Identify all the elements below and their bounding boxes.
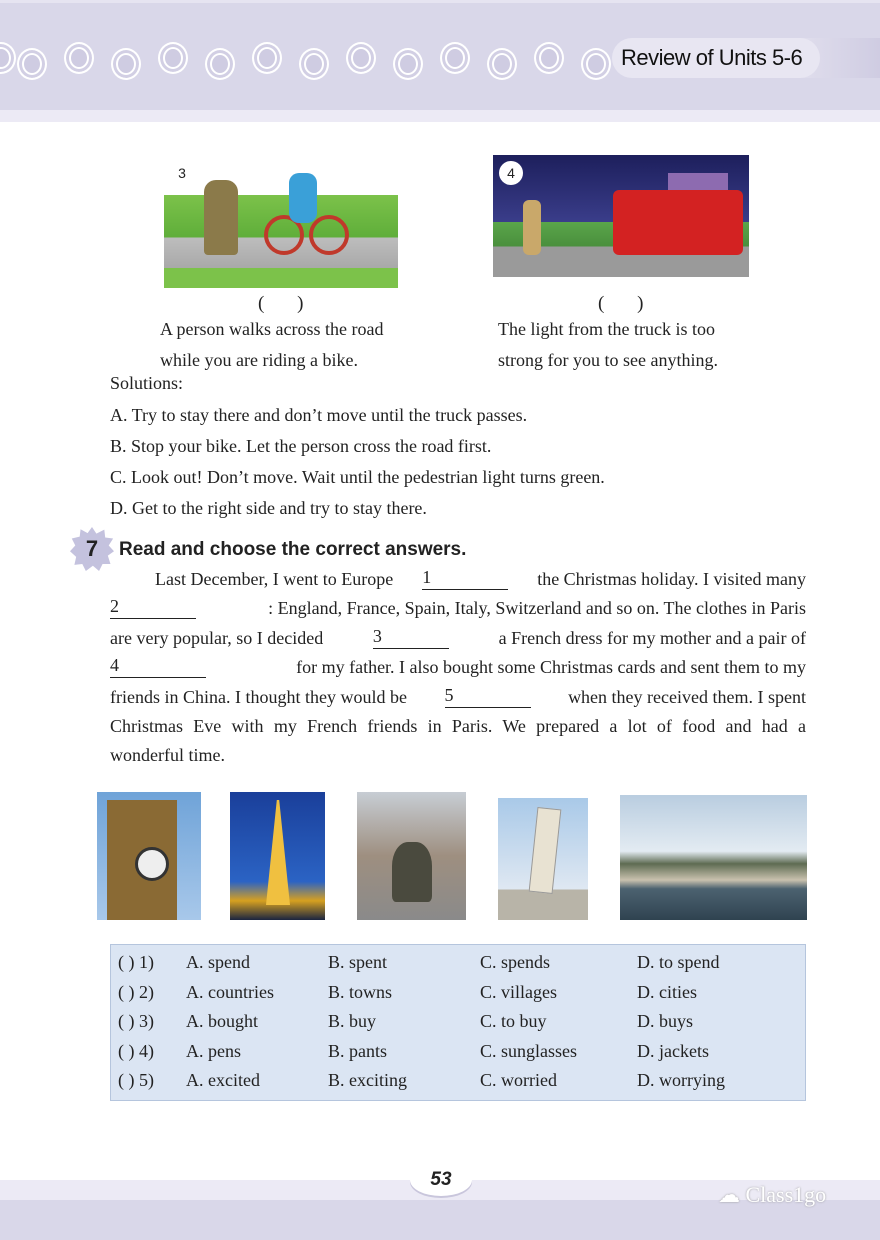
picture-number: 4	[499, 161, 523, 185]
pedestrian-figure	[204, 180, 238, 255]
option-c[interactable]: C. sunglasses	[480, 1040, 578, 1061]
option-d[interactable]: D. cities	[637, 981, 697, 1002]
option-c[interactable]: C. worried	[480, 1070, 557, 1090]
option-a[interactable]: A. pens	[186, 1040, 241, 1061]
truck	[613, 190, 743, 255]
passage-line: Christmas Eve with my French friends in Paris. We prepared a lot of food and had a	[110, 716, 806, 736]
text: when they received them. I spent	[568, 687, 806, 707]
option-b[interactable]: B. exciting	[328, 1070, 407, 1090]
answer-paren[interactable]: ( ) 3)	[118, 1011, 154, 1031]
passage-line	[110, 686, 806, 708]
ring-decoration	[440, 42, 470, 74]
statue	[392, 842, 432, 902]
option-b[interactable]: B. towns	[328, 981, 393, 1002]
ring-decoration	[17, 48, 47, 80]
page-number: 53	[410, 1164, 472, 1196]
option-c[interactable]: C. spends	[480, 952, 551, 972]
text: friends in China. I thought they would be	[110, 687, 407, 707]
passage-line	[110, 627, 806, 649]
tower	[529, 807, 562, 894]
option-a[interactable]: A. bought	[186, 1011, 258, 1031]
picture-bike-pedestrian	[164, 155, 398, 288]
text: : England, France, Spain, Italy, Switzerland and so on. The clothes in Paris	[268, 598, 806, 618]
answer-paren[interactable]: ( ) 1)	[118, 952, 154, 972]
text: for my father. I also bought some Christmas cards and sent them to my	[296, 657, 806, 677]
picture-number: 3	[170, 161, 194, 185]
unit-title: Review of Units 5-6	[612, 38, 820, 78]
option-d[interactable]: D. worrying	[637, 1070, 725, 1090]
photo-lucerne-lake	[620, 795, 807, 920]
solution-item: D. Get to the right side and try to stay there.	[110, 498, 427, 518]
photo-leaning-tower-pisa	[498, 798, 588, 920]
picture-truck-night	[493, 155, 749, 277]
ring-decoration	[111, 48, 141, 80]
passage-line	[110, 597, 806, 619]
ring-decoration	[64, 42, 94, 74]
ring-decoration	[487, 48, 517, 80]
answer-paren[interactable]: ( )	[598, 293, 658, 314]
section-heading: Read and choose the correct answers.	[119, 539, 467, 560]
photo-big-ben	[97, 792, 201, 920]
section-number: 7	[85, 536, 99, 561]
passage-line	[110, 656, 806, 678]
ring-decoration	[534, 42, 564, 74]
ring-decoration	[346, 42, 376, 74]
blank-3[interactable]: 3	[373, 627, 449, 649]
option-a[interactable]: A. countries	[186, 981, 274, 1002]
text: are very popular, so I decided	[110, 628, 324, 648]
option-d[interactable]: D. jackets	[637, 1040, 709, 1061]
clock-face	[135, 847, 169, 881]
option-a[interactable]: A. spend	[186, 952, 250, 972]
option-b[interactable]: B. buy	[328, 1011, 377, 1031]
blank-4[interactable]: 4	[110, 656, 206, 678]
solutions-label: Solutions:	[110, 373, 184, 393]
solution-item: B. Stop your bike. Let the person cross the road first.	[110, 436, 492, 456]
blank-5[interactable]: 5	[445, 686, 531, 708]
caption-line: A person walks across the road	[160, 319, 384, 339]
answer-paren[interactable]: ( ) 2)	[118, 981, 154, 1002]
wechat-icon: ☁	[718, 1182, 746, 1207]
option-row	[118, 1011, 798, 1035]
watermark-text: Class1go	[745, 1182, 827, 1207]
ring-decoration	[393, 48, 423, 80]
caption-line: while you are riding a bike.	[160, 350, 358, 370]
option-c[interactable]: C. villages	[480, 981, 557, 1002]
passage-line: wonderful time.	[110, 745, 225, 765]
blank-1[interactable]: 1	[422, 568, 508, 590]
answer-paren[interactable]: ( )	[258, 293, 318, 314]
photo-eiffel-tower	[230, 792, 325, 920]
tower	[266, 800, 290, 905]
option-b[interactable]: B. pants	[328, 1040, 388, 1061]
ring-decoration	[158, 42, 188, 74]
text: a French dress for my mother and a pair of	[498, 628, 806, 648]
answer-paren[interactable]: ( ) 4)	[118, 1040, 154, 1061]
solution-item: A. Try to stay there and don’t move until the truck passes.	[110, 405, 528, 425]
bike-wheel	[309, 215, 349, 255]
option-d[interactable]: D. buys	[637, 1011, 694, 1031]
option-b[interactable]: B. spent	[328, 952, 388, 972]
option-row	[118, 1070, 798, 1094]
ring-decoration	[252, 42, 282, 74]
ring-decoration	[581, 48, 611, 80]
ring-decoration	[299, 48, 329, 80]
ring-decoration	[205, 48, 235, 80]
text: the Christmas holiday. I visited many	[537, 569, 806, 589]
option-d[interactable]: D. to spend	[637, 952, 720, 972]
answer-paren[interactable]: ( ) 5)	[118, 1070, 154, 1090]
solution-item: C. Look out! Don’t move. Wait until the pedestrian light turns green.	[110, 467, 605, 487]
option-a[interactable]: A. excited	[186, 1070, 260, 1090]
text: Last December, I went to Europe	[155, 569, 394, 589]
option-row	[118, 982, 798, 1006]
caption-line: The light from the truck is too	[498, 319, 715, 339]
blank-2[interactable]: 2	[110, 597, 196, 619]
caption-line: strong for you to see anything.	[498, 350, 718, 370]
option-row	[118, 952, 798, 976]
cyclist-figure	[289, 173, 317, 223]
option-row	[118, 1041, 798, 1065]
person-figure	[523, 200, 541, 255]
passage-line	[155, 568, 806, 590]
header-strip	[0, 110, 880, 122]
photo-madrid-bear-statue	[357, 792, 466, 920]
watermark	[718, 1182, 826, 1208]
option-c[interactable]: C. to buy	[480, 1011, 547, 1031]
